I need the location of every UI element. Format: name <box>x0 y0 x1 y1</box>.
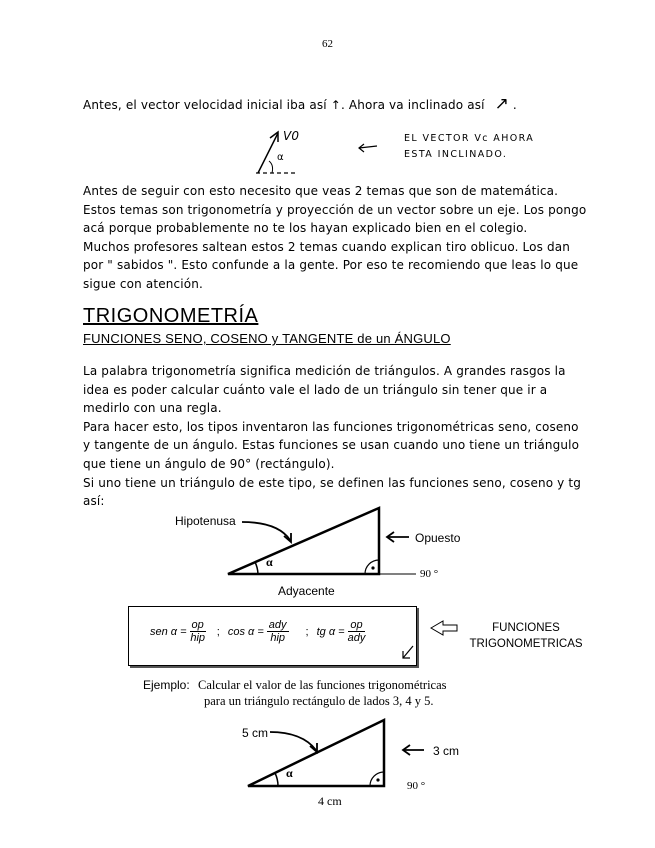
paragraph: Si uno tiene un triángulo de este tipo, se definen las funciones seno, coseno y tg así: <box>83 475 582 509</box>
alpha-label: α <box>266 555 273 569</box>
section-subheading: FUNCIONES SENO, COSENO y TANGENTE de un ÁNGULO <box>83 331 451 346</box>
intro-line <box>83 94 517 114</box>
hypotenuse-label: 5 cm <box>242 726 269 740</box>
paragraph: Antes de seguir con esto necesito que veas 2 temas que son de matemática. Estos temas son trigonometría y proyección de un vector sobre un eje. Los pongo acá porque probablemente no te los hayan explicado bien en el colegio. <box>83 184 587 236</box>
sketch-arrow-left-icon <box>357 142 379 154</box>
example-label: Ejemplo: <box>143 678 190 692</box>
cos-fraction <box>267 619 289 644</box>
trig-paragraphs <box>83 362 588 511</box>
cos-denominator: hip <box>270 632 286 644</box>
sen-label: sen α = <box>150 625 187 638</box>
callout-line1: FUNCIONES <box>492 622 560 634</box>
hypotenuse-pointer <box>242 522 290 540</box>
sketch-note-line2: ESTA INCLINADO. <box>404 149 508 160</box>
right-angle-label: 90 ° <box>420 568 439 580</box>
intro-text-before: Antes, el vector velocidad inicial iba así <box>83 98 327 112</box>
adjacent-label: Adyacente <box>278 584 335 598</box>
right-angle-dot <box>371 566 374 569</box>
triangle-shape <box>248 720 384 786</box>
sketch-alpha-label: α <box>277 152 284 163</box>
example-line2: para un triángulo rectángulo de lados 3, 4 y 5. <box>204 694 434 708</box>
right-angle-dot <box>376 778 379 781</box>
adjacent-label: 4 cm <box>318 794 342 808</box>
callout-arrow-icon <box>395 618 465 666</box>
sen-fraction <box>190 619 206 644</box>
paragraph: Muchos profesores saltean estos 2 temas cuando explican tiro oblicuo. Los dan por " sabidos ". Esto confunde a la gente. Por eso te recomiendo que leas lo que sigue con atención. <box>83 239 579 291</box>
tg-fraction <box>348 619 366 644</box>
paragraph: Para hacer esto, los tipos inventaron las funciones trigonométricas seno, coseno y tangente de un ángulo. Estas funciones se usan cuando uno tiene un triángulo que tiene un ángulo de 90° (rectángulo). <box>83 419 580 471</box>
hypotenuse-pointer <box>270 732 316 750</box>
page-number: 62 <box>322 38 333 50</box>
cos-label: cos α = <box>227 625 264 638</box>
callout-line2: TRIGONOMETRICAS <box>469 638 583 650</box>
sketch-v0-label: V0 <box>283 129 300 143</box>
velocity-sketch <box>250 125 310 177</box>
alpha-arc <box>275 773 278 786</box>
intro-text-middle: . Ahora va inclinado así <box>340 98 485 112</box>
example-line1: Calcular el valor de las funciones trigonométricas <box>198 678 447 692</box>
intro-text-after: . <box>508 98 517 112</box>
callout-label <box>464 620 588 652</box>
angle-arc <box>269 161 273 173</box>
sketch-note-line1: EL VECTOR Vc AHORA <box>404 133 535 144</box>
sen-denominator: hip <box>190 632 206 644</box>
hypotenuse-label: Hipotenusa <box>175 514 236 528</box>
tg-numerator: op <box>350 619 363 631</box>
velocity-vector-line <box>258 133 278 173</box>
opposite-label: 3 cm <box>433 744 460 758</box>
intro-paragraphs <box>83 182 588 294</box>
separator: ; <box>216 625 220 638</box>
sen-numerator: op <box>191 619 204 631</box>
right-angle-label: 90 ° <box>407 780 426 792</box>
alpha-arc <box>255 562 258 574</box>
alpha-label: α <box>286 766 293 780</box>
opposite-label: Opuesto <box>415 531 461 545</box>
arrow-diagonal-icon: ↗ <box>494 94 509 114</box>
example-text <box>198 677 447 709</box>
tg-denominator: ady <box>347 632 366 644</box>
sketch-note <box>404 131 534 163</box>
section-heading: TRIGONOMETRÍA <box>83 305 259 327</box>
paragraph: La palabra trigonometría significa medición de triángulos. A grandes rasgos la idea es poder calcular cuánto vale el lado de un triángulo sin tener que ir a medirlo con una regla. <box>83 364 566 416</box>
trig-formulas <box>150 619 368 644</box>
triangle-shape <box>228 508 379 574</box>
arrow-up-icon: ↑ <box>330 98 341 112</box>
cos-numerator: ady <box>268 619 287 631</box>
separator: ; <box>305 625 309 638</box>
tg-label: tg α = <box>316 625 345 638</box>
